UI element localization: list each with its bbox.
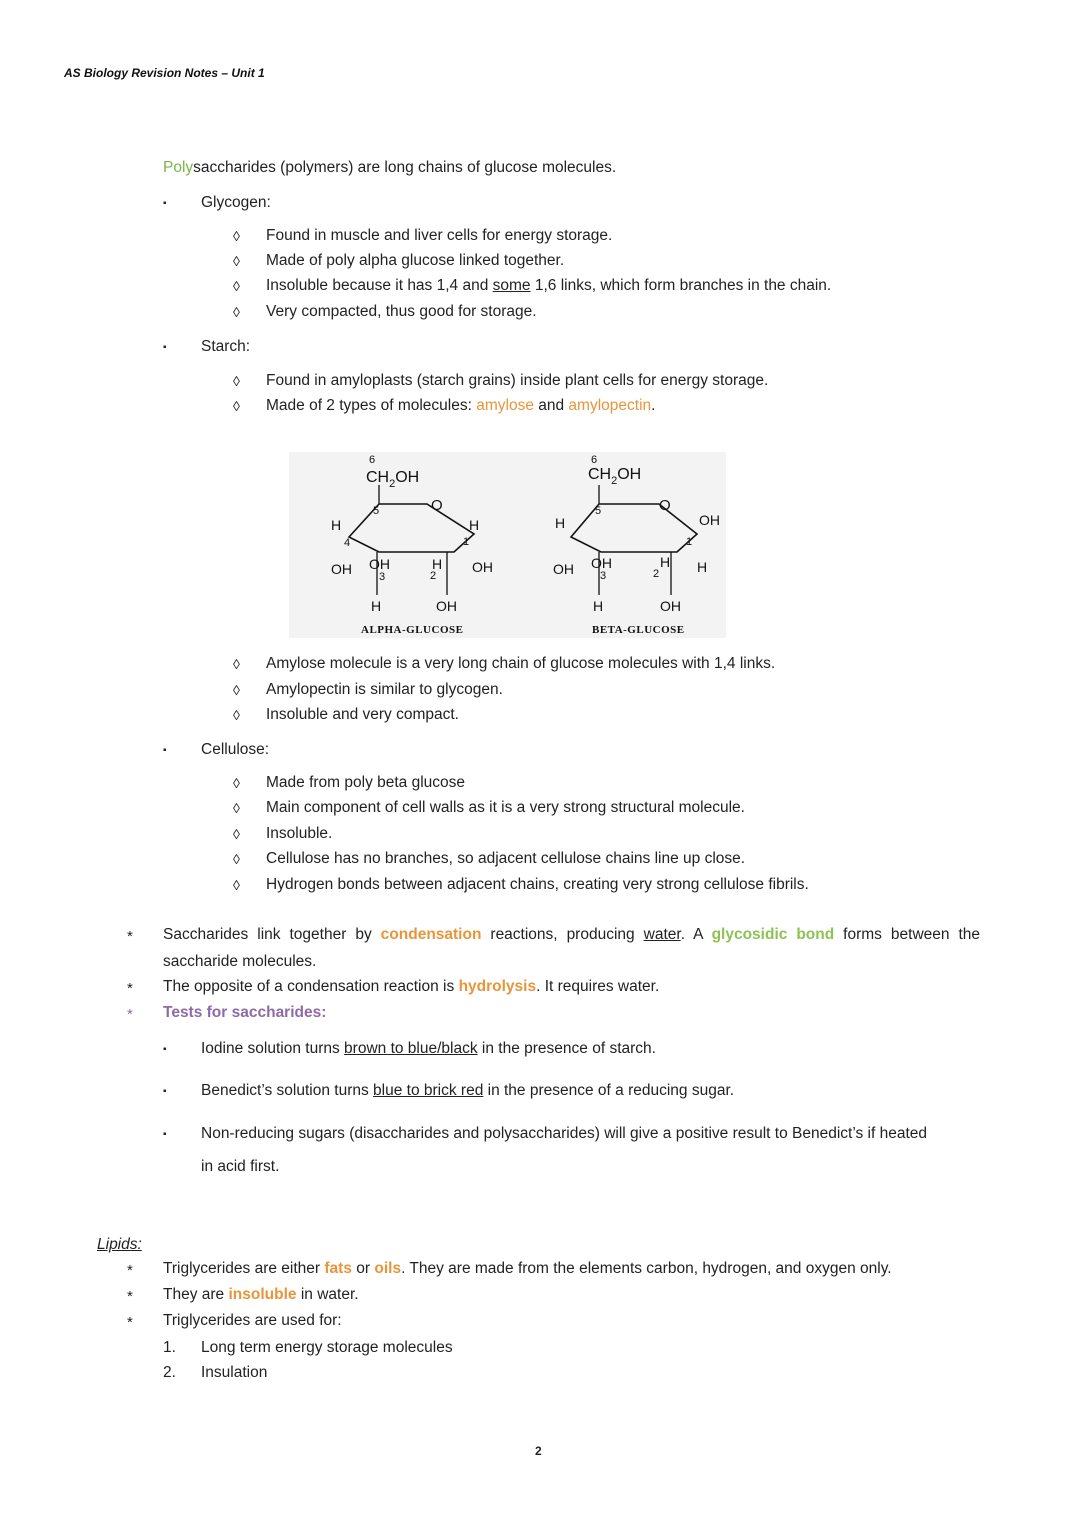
svg-text:1: 1 (686, 536, 693, 548)
svg-text:H: H (660, 554, 671, 570)
diamond-bullet-icon: ◊ (233, 826, 240, 842)
square-bullet-icon: ▪ (163, 1129, 167, 1140)
cellulose-point: Insoluble. (266, 825, 333, 842)
star-bullet-icon: * (127, 980, 133, 997)
svg-text:OH: OH (699, 512, 720, 528)
non-reducing-sugar-test-continued: in acid first. (201, 1158, 280, 1175)
svg-text:OH: OH (660, 598, 681, 614)
condensation-sentence: Saccharides link together by condensation reactions, producing water. A glycosidic bond forms between the (163, 926, 981, 943)
glycogen-heading: Glycogen: (201, 194, 271, 211)
square-bullet-icon: ▪ (163, 1086, 167, 1097)
square-bullet-icon: ▪ (163, 1044, 167, 1055)
svg-text:OH: OH (331, 561, 352, 577)
diamond-bullet-icon: ◊ (233, 398, 240, 414)
svg-text:2: 2 (430, 570, 437, 582)
svg-text:6: 6 (591, 454, 598, 466)
diamond-bullet-icon: ◊ (233, 851, 240, 867)
starch-point: Found in amyloplasts (starch grains) inside plant cells for energy storage. (266, 372, 769, 389)
diamond-bullet-icon: ◊ (233, 775, 240, 791)
diamond-bullet-icon: ◊ (233, 253, 240, 269)
diamond-bullet-icon: ◊ (233, 304, 240, 320)
alpha-glucose-structure (331, 454, 493, 636)
glycogen-point: Very compacted, thus good for storage. (266, 303, 537, 320)
beta-glucose-caption: BETA-GLUCOSE (592, 624, 685, 636)
svg-text:3: 3 (379, 571, 386, 583)
svg-text:OH: OH (591, 555, 612, 571)
svg-text:O: O (659, 497, 671, 514)
cellulose-point: Hydrogen bonds between adjacent chains, creating very strong cellulose fibrils. (266, 876, 809, 893)
svg-text:1: 1 (463, 536, 470, 548)
starch-point: Made of 2 types of molecules: amylose and amylopectin. (266, 397, 656, 414)
svg-text:H: H (371, 598, 382, 614)
insoluble-sentence: They are insoluble in water. (163, 1286, 359, 1303)
cellulose-point: Cellulose has no branches, so adjacent cellulose chains line up close. (266, 850, 746, 867)
list-number: 1. (163, 1339, 176, 1356)
alpha-glucose-caption: ALPHA-GLUCOSE (361, 624, 464, 636)
beta-ch2oh-label: $CH_2OH$ (588, 466, 642, 487)
svg-text:O: O (431, 497, 443, 514)
benedicts-test: Benedict’s solution turns blue to brick red in the presence of a reducing sugar. (201, 1082, 735, 1099)
svg-text:OH: OH (369, 556, 390, 572)
alpha-ch2oh-label: $CH_2OH$ (366, 469, 420, 490)
list-item: Long term energy storage molecules (201, 1339, 453, 1356)
hydrolysis-sentence: The opposite of a condensation reaction is hydrolysis. It requires water. (163, 978, 660, 995)
list-number: 2. (163, 1364, 176, 1381)
square-bullet-icon: ▪ (163, 342, 167, 353)
diamond-bullet-icon: ◊ (233, 228, 240, 244)
svg-text:2: 2 (653, 568, 660, 580)
starch-point: Amylose molecule is a very long chain of glucose molecules with 1,4 links. (266, 655, 776, 672)
diamond-bullet-icon: ◊ (233, 800, 240, 816)
diamond-bullet-icon: ◊ (233, 656, 240, 672)
svg-text:OH: OH (436, 598, 457, 614)
starch-point: Amylopectin is similar to glycogen. (266, 681, 503, 698)
svg-text:5: 5 (373, 505, 380, 517)
diamond-bullet-icon: ◊ (233, 278, 240, 294)
svg-text:H: H (555, 515, 566, 531)
svg-text:H: H (432, 556, 443, 572)
diamond-bullet-icon: ◊ (233, 877, 240, 893)
star-bullet-icon: * (127, 1288, 133, 1305)
beta-glucose-structure (553, 454, 720, 636)
triglycerides-sentence: Triglycerides are either fats or oils. They are made from the elements carbon, hydrogen, and oxygen only. (163, 1260, 892, 1277)
starch-heading: Starch: (201, 338, 251, 355)
svg-text:5: 5 (595, 505, 602, 517)
svg-text:H: H (697, 559, 708, 575)
polysaccharides-intro: Polysaccharides (polymers) are long chains of glucose molecules. (163, 159, 617, 176)
condensation-sentence-continued: saccharide molecules. (163, 953, 317, 970)
square-bullet-icon: ▪ (163, 745, 167, 756)
iodine-test: Iodine solution turns brown to blue/black in the presence of starch. (201, 1040, 656, 1057)
svg-text:OH: OH (472, 559, 493, 575)
square-bullet-icon: ▪ (163, 198, 167, 209)
triglyceride-uses-intro: Triglycerides are used for: (163, 1312, 342, 1329)
diamond-bullet-icon: ◊ (233, 707, 240, 723)
star-bullet-icon: * (127, 1006, 133, 1023)
diamond-bullet-icon: ◊ (233, 682, 240, 698)
glycogen-point: Insoluble because it has 1,4 and some 1,6 links, which form branches in the chain. (266, 277, 832, 294)
svg-text:4: 4 (344, 537, 351, 549)
glycogen-point: Made of poly alpha glucose linked together. (266, 252, 565, 269)
page-number: 2 (535, 1444, 542, 1458)
svg-text:OH: OH (553, 561, 574, 577)
star-bullet-icon: * (127, 928, 133, 945)
starch-point: Insoluble and very compact. (266, 706, 459, 723)
lipids-heading: Lipids: (97, 1236, 142, 1253)
non-reducing-sugar-test: Non-reducing sugars (disaccharides and polysaccharides) will give a positive result to Benedict’s if heated (201, 1125, 928, 1142)
svg-text:6: 6 (369, 454, 376, 466)
cellulose-heading: Cellulose: (201, 741, 270, 758)
list-item: Insulation (201, 1364, 268, 1381)
cellulose-point: Made from poly beta glucose (266, 774, 466, 791)
diamond-bullet-icon: ◊ (233, 373, 240, 389)
tests-heading: Tests for saccharides: (163, 1004, 327, 1021)
page-header: AS Biology Revision Notes – Unit 1 (64, 66, 265, 80)
glucose-structure-diagram (289, 452, 726, 638)
svg-text:3: 3 (600, 570, 607, 582)
star-bullet-icon: * (127, 1314, 133, 1331)
glycogen-point: Found in muscle and liver cells for energy storage. (266, 227, 613, 244)
svg-text:H: H (469, 517, 480, 533)
cellulose-point: Main component of cell walls as it is a very strong structural molecule. (266, 799, 745, 816)
svg-text:H: H (331, 517, 342, 533)
star-bullet-icon: * (127, 1262, 133, 1279)
svg-text:H: H (593, 598, 604, 614)
